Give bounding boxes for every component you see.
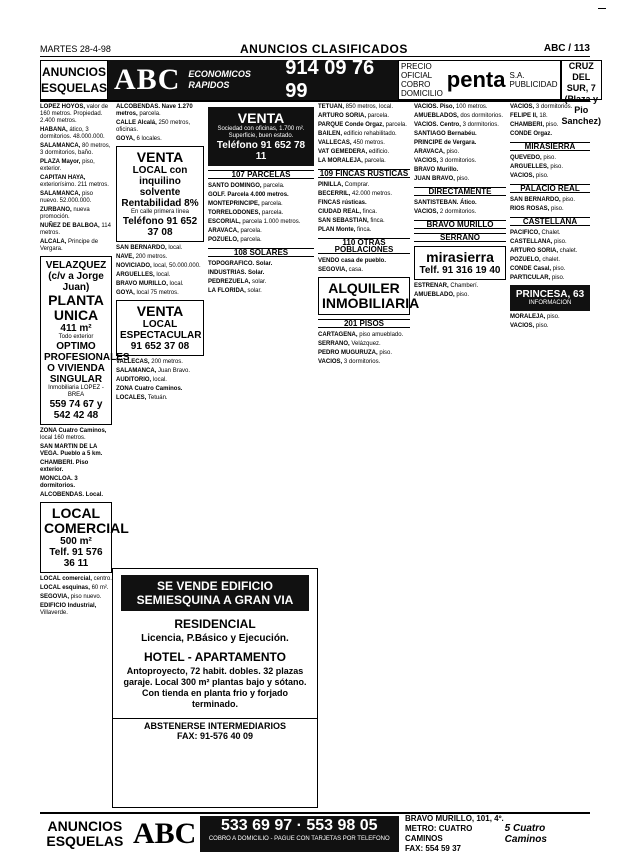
- col4-listings-3: [318, 258, 410, 274]
- abc-subtitle: ECONOMICOS RAPIDOS: [188, 69, 251, 90]
- page-date: MARTES 28-4-98: [40, 44, 111, 54]
- page-number: ABC / 113: [543, 43, 590, 54]
- listing-item: BRAVO MURILLO, local.: [116, 281, 184, 287]
- section-109: 109 FINCAS RUSTICAS: [319, 169, 409, 178]
- listing-item: VAT GEMEDERA, edificio.: [318, 149, 390, 155]
- listing-item: PLAZA Mayor, piso, exterior.: [40, 159, 95, 172]
- section-201: 201 PISOS: [318, 319, 410, 328]
- page-title: ANUNCIOS CLASIFICADOS: [240, 42, 408, 56]
- listing-item: SALAMANCA, Juan Bravo.: [116, 368, 191, 374]
- listing-item: TORRELODONES, parcela.: [208, 210, 284, 216]
- abc-logo: ABC: [114, 63, 181, 96]
- listing-item: SERRANO, Velázquez.: [318, 341, 381, 347]
- section-110: 110 OTRAS POBLACIONES: [318, 238, 410, 254]
- listing-item: CARTAGENA, piso amueblado.: [318, 332, 404, 338]
- listing-item: LA FLORIDA, solar.: [208, 288, 262, 294]
- venta2-phone: 91 652 37 08: [130, 341, 190, 352]
- edificio-licencia: Licencia, P.Básico y Ejecución.: [141, 633, 289, 644]
- col4-listings-4: [318, 332, 410, 366]
- venta-box-sub: Sociedad con oficinas, 1.700 m². Superficie, buen estado.: [217, 126, 305, 139]
- cruz-del-sur-address: CRUZ DEL SUR, 7 (Plaza y Pio Sanchez): [561, 61, 602, 126]
- listing-item: VALLECAS, 450 metros.: [318, 140, 385, 146]
- listing-item: TETUAN, 850 metros, local.: [318, 104, 394, 110]
- venta-box-title: VENTA: [237, 110, 285, 126]
- footer-bravo: BRAVO MURILLO, 101, 4º. METRO: CUATRO CAMINOS: [404, 814, 504, 843]
- footer-anuncios: ANUNCIOS ESQUELAS: [46, 818, 124, 849]
- section-108: 108 SOLARES: [208, 248, 314, 257]
- velazquez-m2: 411 m²: [60, 323, 92, 334]
- edificio-fax: FAX: 91-576 40 09: [176, 731, 254, 741]
- local-comercial-ad: [40, 502, 129, 573]
- listing-item: CASTELLANA, piso.: [510, 239, 567, 245]
- section-bravo-murillo: BRAVO MURILLO: [414, 220, 506, 229]
- listing-item: CHAMBERI, piso.: [510, 122, 559, 128]
- listing-item: GOLF. Parcela 4.000 metros.: [208, 192, 289, 198]
- listing-item: PRINCIPE de Vergara.: [414, 140, 477, 146]
- col6-listings: [510, 104, 590, 138]
- listing-item: ALCOBENDAS. Nave 1.270 metros, parcela.: [116, 104, 193, 117]
- page-header: [40, 42, 590, 57]
- princesa-ad: [510, 285, 590, 311]
- venta-title: VENTA: [136, 149, 184, 165]
- listing-item: FINCAS rústicas.: [318, 200, 367, 206]
- listing-item: BAILEN, edificio rehabilitado.: [318, 131, 397, 137]
- penta-left-text: PRECIO OFICIAL COBRO DOMICILIO: [401, 62, 443, 98]
- listing-item: LOPEZ HOYOS, valor de 160 metros. Propiedad. 2.400 metros.: [40, 104, 109, 124]
- listing-item: PACIFICO, Chalet.: [510, 230, 561, 236]
- footer-abc-logo: ABC: [132, 817, 197, 850]
- venta-box-phone: Teléfono 91 652 78 11: [216, 140, 306, 162]
- listing-item: ARGUELLES, piso.: [510, 164, 564, 170]
- listing-item: VACIOS. Piso, 100 metros.: [414, 104, 488, 110]
- listing-item: LA MORALEJA, parcela.: [318, 158, 386, 164]
- section-107: 107 PARCELAS: [208, 170, 314, 179]
- listing-item: SEGOVIA, piso nuevo.: [40, 594, 102, 600]
- local-title: LOCAL COMERCIAL: [44, 505, 129, 536]
- listing-item: ALCOBENDAS. Local.: [40, 492, 104, 498]
- listing-item: MONTEPRINCIPE, parcela.: [208, 201, 283, 207]
- rentabilidad: Rentabilidad 8%: [121, 198, 199, 209]
- velazquez-ad: [40, 256, 130, 425]
- listing-item: JUAN BRAVO, piso.: [414, 176, 470, 182]
- edificio-description: Antoproyecto, 72 habit. dobles. 32 plazas garaje. Local 300 m² plantas bajo y sótano. Con tienda en planta frio y forjado terminado.: [123, 666, 307, 709]
- listing-item: SANTISTEBAN. Ático.: [414, 200, 477, 206]
- listing-item: SALAMANCA, piso nuevo. 52.000.000.: [40, 191, 94, 204]
- listing-item: VACIOS, 3 dormitorios.: [414, 158, 477, 164]
- listing-item: CHAMBERI. Piso exterior.: [40, 460, 89, 473]
- col5-listings-2: [414, 200, 506, 216]
- column-4: [318, 104, 420, 810]
- listing-item: QUEVEDO, piso.: [510, 155, 557, 161]
- mirasierra-phone: Telf. 91 316 19 40: [419, 265, 501, 276]
- column-1: [40, 104, 130, 810]
- velazquez-title: VELAZQUEZ (c/v a Jorge Juan): [45, 260, 107, 293]
- listing-item: BECERRIL, 42.000 metros.: [318, 191, 393, 197]
- listing-item: VACIOS, 2 dormitorios.: [414, 209, 477, 215]
- listing-item: GOYA, local 75 metros.: [116, 290, 179, 296]
- footer-cuatro-caminos-logo: 5 Cuatro Caminos: [504, 823, 547, 845]
- princesa-info: INFORMACION: [528, 300, 572, 306]
- listing-item: PEDREZUELA, solar.: [208, 279, 267, 285]
- col3-listings: [208, 183, 314, 244]
- listing-item: ESCORIAL, parcela 1.000 metros.: [208, 219, 301, 225]
- col6-listings-4: [510, 230, 590, 282]
- listing-item: CIUDAD REAL, finca.: [318, 209, 378, 215]
- mirasierra-logo: mirasierra: [426, 249, 494, 265]
- col3-listings-2: [208, 261, 314, 295]
- listing-item: AMUEBLADO, piso.: [414, 292, 470, 298]
- section-directamente: DIRECTAMENTE: [414, 187, 506, 196]
- footer-address: [399, 814, 505, 854]
- venta-sub: LOCAL con inquilino solvente: [132, 165, 188, 198]
- listing-item: NOVICIADO, local, 50.000.000.: [116, 263, 201, 269]
- section-castellana: CASTELLANA: [510, 217, 590, 226]
- listing-item: LOCAL esquinas, 60 m².: [40, 585, 109, 591]
- col4-listings: [318, 104, 410, 165]
- listing-item: GOYA, 6 locales.: [116, 136, 162, 142]
- col6-listings-5: [510, 314, 590, 330]
- listing-item: MORALEJA, piso.: [510, 314, 560, 320]
- col2-listings-3: [116, 359, 204, 402]
- listing-item: PARTICULAR, piso.: [510, 275, 565, 281]
- abc-phone: 914 09 76 99: [285, 57, 375, 102]
- listing-item: SANTO DOMINGO, parcela.: [208, 183, 285, 189]
- footer-phone-numbers: 533 69 97 · 553 98 05: [220, 817, 378, 834]
- col4-listings-2: [318, 182, 410, 234]
- listing-item: VACIOS. Centro, 3 dormitorios.: [414, 122, 499, 128]
- venta-local-ad: [116, 146, 204, 242]
- edificio-gran-via-ad: [112, 568, 318, 808]
- listing-item: PARQUE Conde Orgaz, parcela.: [318, 122, 407, 128]
- listing-item: CONDE Orgaz.: [510, 131, 553, 137]
- listing-item: SANTIAGO Bernabéu.: [414, 131, 477, 137]
- listing-item: LOCAL comercial, centro.: [40, 576, 112, 582]
- listing-item: VACIOS, piso.: [510, 173, 549, 179]
- listing-item: SAN SEBASTIAN, finca.: [318, 218, 385, 224]
- penta-ad: [398, 60, 560, 100]
- listing-item: POZUELO, parcela.: [208, 237, 262, 243]
- listing-item: VENDO casa de pueblo.: [318, 258, 387, 264]
- listing-item: EDIFICIO Industrial, Villaverde.: [40, 603, 97, 616]
- col1-listings-3: [40, 576, 112, 617]
- penta-right-text: S.A. PUBLICIDAD: [509, 71, 558, 89]
- listing-item: NUÑEZ DE BALBOA, 114 metros.: [40, 223, 111, 236]
- listing-item: FELIPE II, 18.: [510, 113, 548, 119]
- listing-item: VACIOS, 3 dormitorios.: [318, 359, 381, 365]
- col6-listings-2: [510, 155, 590, 180]
- listing-item: ARAVACA, parcela.: [208, 228, 262, 234]
- col6-listings-3: [510, 197, 590, 213]
- listing-item: ARAVACA, piso.: [414, 149, 460, 155]
- velazquez-optimo: OPTIMO PROFESIONALES: [44, 341, 130, 363]
- footer-fax: FAX: 554 59 37: [404, 844, 461, 853]
- planta-unica: PLANTA UNICA: [48, 292, 104, 323]
- velazquez-exterior: Todo exterior: [58, 334, 94, 340]
- corner-mark: [598, 8, 606, 9]
- princesa-title: PRINCESA, 63: [515, 289, 585, 300]
- venta-local-espectacular-ad: [116, 300, 204, 356]
- listing-item: LOCALES, Tetuán.: [116, 395, 168, 401]
- listing-item: VALLECAS, 200 metros.: [116, 359, 183, 365]
- listing-item: SALAMANCA, 80 metros, 3 dormitorios, baño.: [40, 143, 111, 156]
- listing-item: RIOS ROSAS, piso.: [510, 206, 564, 212]
- abc-ad-banner: [108, 57, 398, 102]
- col1-listings: [40, 104, 112, 253]
- listing-item: HABANA, ático, 3 dormitorios. 48.000.000.: [40, 127, 105, 140]
- penta-logo: penta: [446, 67, 506, 92]
- col5-listings: [414, 104, 506, 183]
- listing-item: INDUSTRIAS. Solar.: [208, 270, 265, 276]
- col2-listings-2: [116, 245, 204, 297]
- alquiler-inmobiliaria: ALQUILER INMOBILIARIA: [318, 277, 410, 315]
- venta2-title: VENTA: [136, 303, 184, 319]
- listing-item: SEGOVIA, casa.: [318, 267, 364, 273]
- listing-item: ZONA Cuatro Caminos.: [116, 386, 183, 392]
- edificio-residencial: RESIDENCIAL: [174, 617, 256, 631]
- listing-item: ZONA Cuatro Caminos, local 160 metros.: [40, 428, 107, 441]
- listing-item: AMUEBLADOS, dos dormitorios.: [414, 113, 504, 119]
- column-6: [510, 104, 590, 810]
- col5-listings-3: [414, 283, 506, 299]
- listing-item: POZUELO, chalet.: [510, 257, 561, 263]
- section-mirasierra: MIRASIERRA: [510, 142, 590, 151]
- listing-item: ARTURO SORIA, chalet.: [510, 248, 578, 254]
- listing-item: NAVE, 200 metros.: [116, 254, 168, 260]
- listing-item: MONCLOA. 3 dormitorios.: [40, 476, 78, 489]
- mirasierra-ad: [414, 246, 506, 280]
- listing-item: ARTURO SORIA, parcela.: [318, 113, 390, 119]
- footer-phones: [200, 816, 399, 852]
- venta-sociedad-ad: [208, 107, 314, 166]
- velazquez-inmob: Inmobiliaria LOPEZ - BREA: [48, 385, 104, 398]
- listing-item: SAN BERNARDO, local.: [116, 245, 183, 251]
- listing-item: CAPITAN HAYA, exteriorísimo. 211 metros.: [40, 175, 109, 188]
- listing-item: CALLE Alcalá, 250 metros, oficinas.: [116, 120, 191, 133]
- listing-item: BRAVO Murillo.: [414, 167, 459, 173]
- listing-item: SAN MARTIN DE LA VEGA. Pueblo a 5 km.: [40, 444, 103, 457]
- listing-item: AUDITORIO, local.: [116, 377, 167, 383]
- listing-item: ARGUELLES, local.: [116, 272, 171, 278]
- footer-banner: [40, 812, 590, 854]
- edificio-banner: SE VENDE EDIFICIO SEMIESQUINA A GRAN VIA: [121, 575, 309, 611]
- footer-phone-sub: COBRO A DOMICILIO - PAGUE CON TARJETAS POR TELEFONO: [208, 836, 390, 842]
- edificio-hotel: HOTEL - APARTAMENTO: [144, 650, 286, 664]
- col2-listings: [116, 104, 204, 143]
- listing-item: ZURBANO, nueva promoción.: [40, 207, 90, 220]
- section-palacio-real: PALACIO REAL: [510, 184, 590, 193]
- listing-item: VACIOS, 3 dormitorios.: [510, 104, 573, 110]
- listing-item: ALCALA, Principe de Vergara.: [40, 239, 99, 252]
- velazquez-phone: 559 74 67 y 542 42 48: [49, 399, 103, 421]
- listing-item: TOPOGRAFICO. Solar.: [208, 261, 273, 267]
- listing-item: CONDE Casal, piso.: [510, 266, 566, 272]
- listing-item: PLAN Monte, finca.: [318, 227, 372, 233]
- listing-item: VACIOS, piso.: [510, 323, 549, 329]
- column-5: [414, 104, 506, 810]
- rent-sub: En calle primera línea: [130, 209, 190, 215]
- listing-item: ESTRENAR, Chamberí.: [414, 283, 479, 289]
- listing-item: PEDRO MUGURUZA, piso.: [318, 350, 393, 356]
- section-serrano: SERRANO: [414, 233, 506, 242]
- venta2-sub: LOCAL ESPECTACULAR: [120, 319, 202, 341]
- col1-listings-2: [40, 428, 112, 499]
- column-3: [208, 104, 314, 564]
- local-phone: Telf. 91 576 36 11: [49, 547, 103, 569]
- anuncios-esquelas-label: ANUNCIOS ESQUELAS: [40, 60, 108, 100]
- listing-item: SAN BERNARDO, piso.: [510, 197, 576, 203]
- edificio-abstenerse: ABSTENERSE INTERMEDIARIOS: [113, 718, 317, 731]
- listing-item: PINILLA, Comprar.: [318, 182, 370, 188]
- local-m2: 500 m²: [60, 536, 92, 547]
- velazquez-vivienda: O VIVIENDA SINGULAR: [47, 363, 105, 385]
- rent-phone: Teléfono 91 652 37 08: [122, 216, 198, 238]
